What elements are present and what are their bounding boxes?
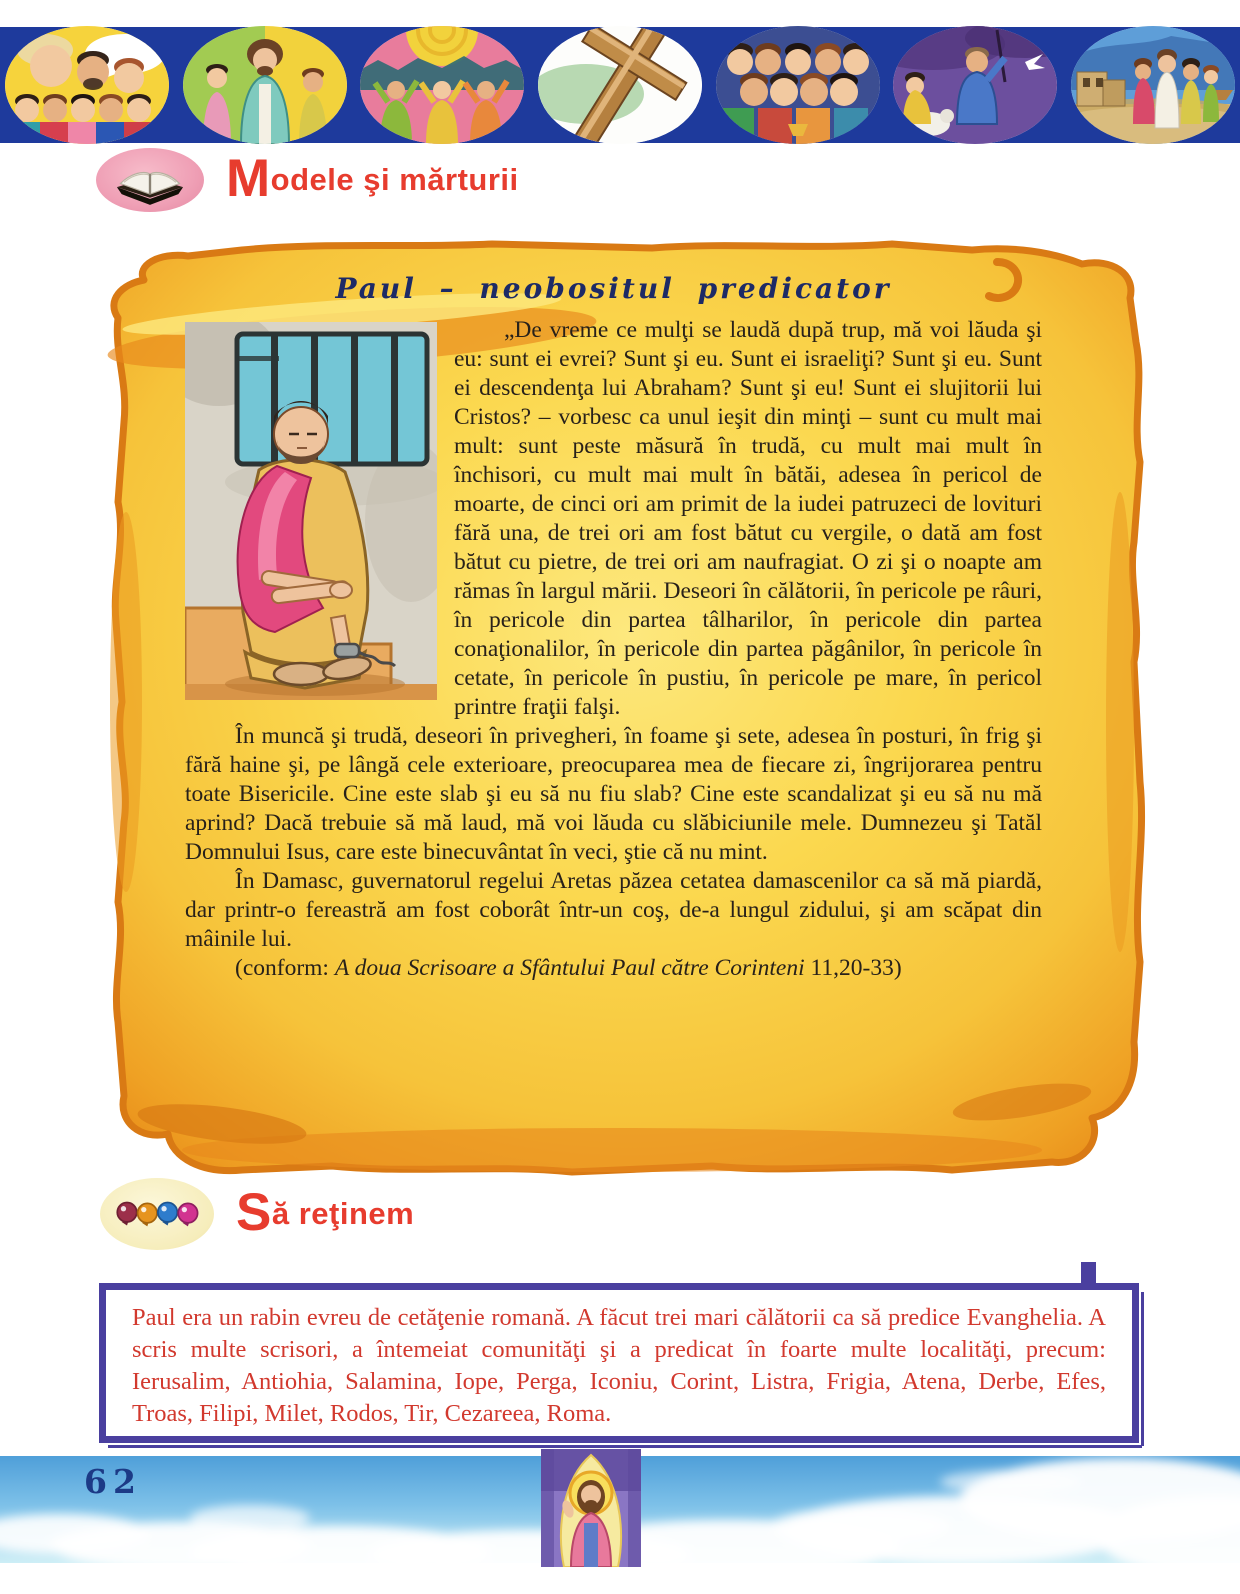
- paragraph-2: În muncă şi trudă, deseori în privegheri, în foame şi sete, adesea în posturi, în frig şi fără haine şi, pe lângă cele exterioare, preocuparea mea de fiecare zi, îngrijorarea pentru toate Bisericile. Cine este slab şi eu să nu fiu slab? Cine este scandalizat şi eu să nu mă aprind? Dacă trebuie să mă laud, mă voi lăuda cu slăbiciunile mele. Dumnezeu şi Tatăl Domnului Isus, care este binecuvântat în veci, ştie că nu mint.: [185, 723, 1042, 865]
- section-title-initial: S: [236, 1183, 272, 1242]
- note-box-tab: [1081, 1262, 1096, 1285]
- parchment-scroll: [92, 222, 1150, 1186]
- pushpins-icon: [100, 1178, 214, 1250]
- section-title-rest: ă reţinem: [271, 1196, 415, 1231]
- top-banner-strip: [0, 27, 1240, 143]
- banner-scene-crowd-praising-under-sun-icon: [360, 26, 524, 144]
- paragraph-3: În Damasc, guvernatorul regelui Aretas păzea cetatea damascenilor ca să mă piardă, dar printr-o fereastră am fost coborât într-un coş, de-a lungul zidului, şi am scăpat din mâinile lui.: [185, 868, 1042, 952]
- paul-in-prison-illustration: [185, 322, 437, 700]
- banner-scene-wooden-cross-icon: [538, 26, 702, 144]
- paragraph-1: „De vreme ce mulţi se laudă după trup, mă voi lăuda şi eu: sunt ei evrei? Sunt şi eu. Sunt ei israeliţi? Sunt şi eu. Sunt ei descendenţa lui Abraham? Sunt şi eu! Sunt ei slujitorii lui Cristos? – vorbesc ca unul ieşit din minţi – sunt cu mult mai mult: sunt peste măsură în trudă, cu mult mai mult în închisori, cu mult mai mult în bătăi, adesea în pericol de moarte, de cinci ori am primit de la iudei patruzeci de lovituri fără una, de trei ori am fost bătut cu vergile, o dată am fost bătut cu pietre, de trei ori am naufragiat. O zi şi o noapte am rămas în largul mării. Deseori în călătorii, în pericole pe râuri, în pericole din partea tâlharilor, în pericole din partea conaţionalilor, în pericole din partea păgânilor, în pericole în cetate, în pericole în pustiu, în pericole pe mare, în pericol printre fraţii falşi.: [454, 317, 1042, 720]
- summary-note-box: [99, 1283, 1139, 1443]
- section-title-initial: M: [226, 149, 271, 208]
- citation-source: A doua Scrisoare a Sfântului Paul către Corinteni: [334, 955, 805, 981]
- section-heading-sa-retinem: [100, 1178, 414, 1250]
- section-title-rest: odele şi mărturii: [270, 162, 519, 197]
- section-title-sa-retinem: [236, 1183, 415, 1242]
- citation-verses: 11,20-33): [804, 955, 902, 981]
- banner-scene-jesus-blessing-children-icon: [183, 26, 347, 144]
- section-title-modele: [226, 149, 519, 208]
- scroll-body-text: [185, 316, 1042, 983]
- banner-scene-jesus-preaching-with-dove-icon: [893, 26, 1057, 144]
- citation-line: [185, 954, 1042, 983]
- risen-jesus-illustration: [541, 1449, 641, 1567]
- banner-scene-disciples-gathering-icon: [716, 26, 880, 144]
- banner-scene-jesus-walking-with-disciples-icon: [1071, 26, 1235, 144]
- page-number: 62: [84, 1462, 142, 1501]
- citation-prefix: (conform:: [235, 955, 335, 981]
- open-book-icon: [96, 148, 204, 212]
- note-box-text: Paul era un rabin evreu de cetăţenie romană. A făcut trei mari călătorii ca să predice Evanghelia. A scris multe scrisori, a întemeiat comunităţi şi a predicat în foarte multe localităţi, precum: Ierusalim, Antiohia, Salamina, Iope, Perga, Iconiu, Corint, Listra, Frigia, Atena, Derbe, Efes, Troas, Filipi, Milet, Rodos, Tir, Cezareea, Roma.: [132, 1304, 1106, 1427]
- section-heading-modele: [96, 148, 519, 212]
- banner-scene-crowd-with-speech-bubble-icon: [5, 26, 169, 144]
- scroll-title: Paul – neobositul predicator: [335, 272, 892, 305]
